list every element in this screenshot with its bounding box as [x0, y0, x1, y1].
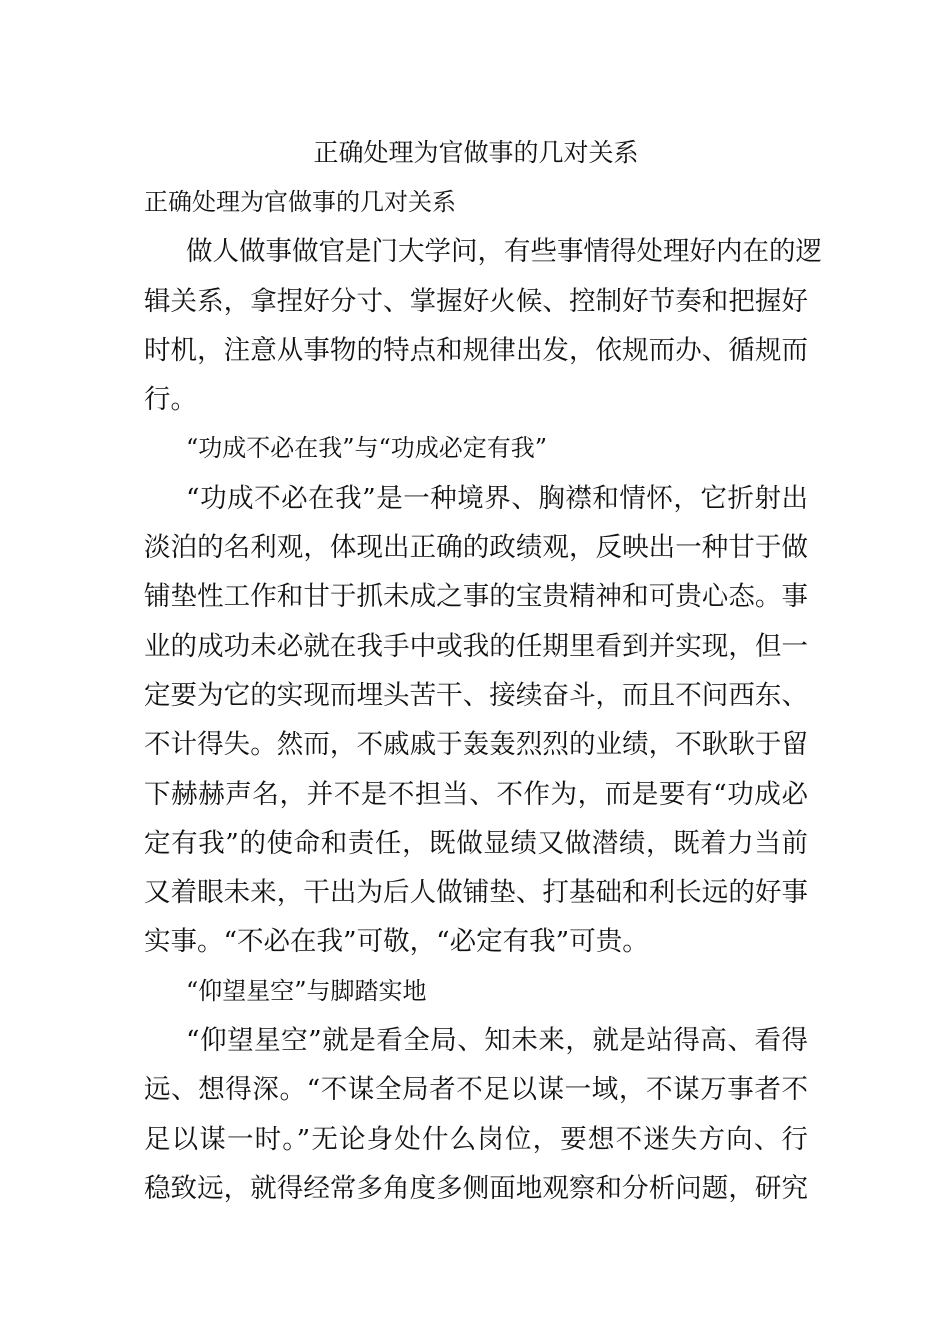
paragraph-line: “功成不必在我”是一种境界、胸襟和情怀，它折射出 [186, 482, 808, 514]
paragraph-line: 不计得失。然而，不戚戚于轰轰烈烈的业绩，不耿耿于留 [144, 729, 808, 761]
document-subtitle: 正确处理为官做事的几对关系 [144, 188, 456, 216]
section2-paragraph [144, 1016, 808, 1213]
paragraph-line: 辑关系，拿捏好分寸、掌握好火候、控制好节奏和把握好 [144, 285, 808, 317]
intro-paragraph [144, 227, 822, 424]
section-heading-1: “功成不必在我”与“功成必定有我” [186, 434, 548, 463]
paragraph-line: 又着眼未来，干出为后人做铺垫、打基础和利长远的好事 [144, 877, 808, 909]
paragraph-line: 做人做事做官是门大学问，有些事情得处理好内在的逻 [186, 236, 822, 268]
document-page [144, 128, 822, 1213]
section1-paragraph [144, 474, 808, 967]
paragraph-line: 足以谋一时。”无论身处什么岗位，要想不迷失方向、行 [144, 1123, 808, 1155]
paragraph-line: “仰望星空”就是看全局、知未来，就是站得高、看得 [186, 1025, 808, 1057]
paragraph-line: 实事。“不必在我”可敬，“必定有我”可贵。 [144, 926, 649, 958]
paragraph-line: 行。 [144, 384, 197, 416]
paragraph-line: 远、想得深。“不谋全局者不足以谋一域，不谋万事者不 [144, 1074, 808, 1106]
section-heading-2: “仰望星空”与脚踏实地 [186, 976, 427, 1005]
document-title: 正确处理为官做事的几对关系 [313, 138, 639, 167]
paragraph-line: 时机，注意从事物的特点和规律出发，依规而办、循规而 [144, 334, 808, 366]
paragraph-line: 稳致远，就得经常多角度多侧面地观察和分析问题，研究 [144, 1172, 808, 1204]
paragraph-line: 下赫赫声名，并不是不担当、不作为，而是要有“功成必 [144, 778, 808, 810]
paragraph-line: 淡泊的名利观，体现出正确的政绩观，反映出一种甘于做 [144, 532, 808, 564]
paragraph-line: 定有我”的使命和责任，既做显绩又做潜绩，既着力当前 [144, 827, 808, 859]
paragraph-line: 铺垫性工作和甘于抓未成之事的宝贵精神和可贵心态。事 [144, 581, 808, 613]
paragraph-line: 业的成功未必就在我手中或我的任期里看到并实现，但一 [144, 630, 808, 662]
paragraph-line: 定要为它的实现而埋头苦干、接续奋斗，而且不问西东、 [144, 679, 808, 711]
